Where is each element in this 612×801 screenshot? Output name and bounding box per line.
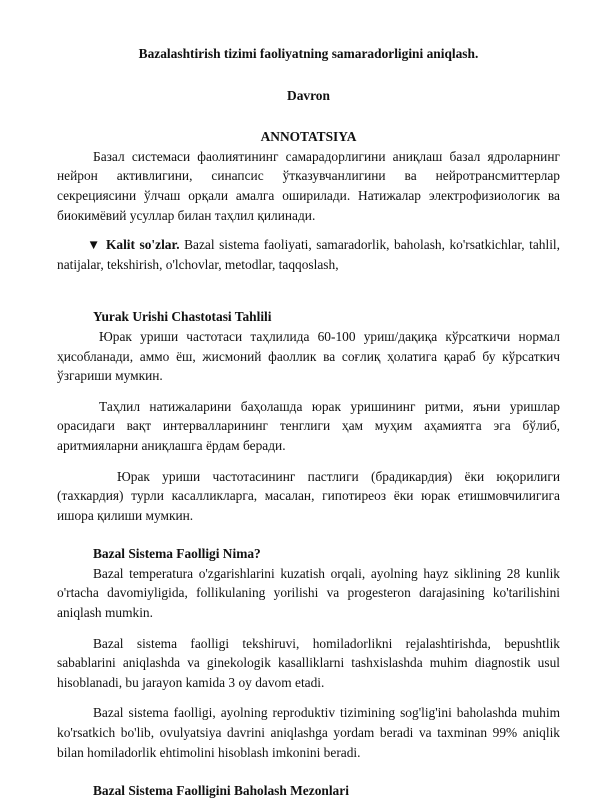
keywords-text: Bazal sistema faoliyati, samaradorlik, baholash, ko'rsatkichlar, tahlil, natijalar, tekshirish, o'lchovlar, metodlar, taqqoslash, — [57, 237, 560, 272]
section-heading: Bazal Sistema Faolligini Baholash Mezonlari — [93, 783, 349, 799]
pin-icon: ▼ — [87, 237, 102, 253]
section-paragraph: Таҳлил натижаларини баҳолашда юрак уришининг ритми, яъни уришлар орасидаги вақт интервалларининг тенглиги ҳам муҳим аҳамиятга эга бўлиб, аритмияларни аниқлашга ёрдам беради. — [57, 398, 560, 453]
annotation-heading-label: ANNOTATSIYA — [260, 129, 357, 145]
section-heading: Bazal Sistema Faolligi Nima? — [93, 546, 261, 562]
section-paragraph: Bazal sistema faolligi tekshiruvi, homiladorlikni rejalashtirishda, bepushtlik sabablarini aniqlashda va ginekologik kasalliklarni tashxislashda muhim diagnostik usul hisoblanadi, bu jarayon kamida 3 oy davom etadi. — [57, 635, 560, 690]
annotation-heading — [57, 127, 560, 147]
section-paragraph: Юрак уриши частотасининг пастлиги (брадикардия) ёки юқорилиги (тахкардия) турли касалликларга, масалан, гипотиреоз ёки юрак етишмовчилигига ишора қилиши мумкин. — [57, 468, 560, 523]
keywords-label: Kalit so'zlar. — [105, 237, 180, 253]
section-heading: Yurak Urishi Chastotasi Tahlili — [93, 309, 272, 325]
keywords-paragraph — [57, 235, 560, 274]
section-paragraph: Bazal sistema faolligi, ayolning reproduktiv tizimining sog'lig'ini baholashda muhim ko'rsatkich bo'lib, ovulyatsiya davrini aniqlashga yordam beradi va taxminan 99% aniqlik bilan homiladorlik ehtimolini hisoblash imkonini beradi. — [57, 705, 560, 760]
section-paragraph: Bazal temperatura o'zgarishlarini kuzatish orqali, ayolning hayz siklining 28 kunlik o'rtacha davomiyligida, follikulaning yorilishi va progesteron darajasining ko'tarilishini aniqlash mumkin. — [57, 565, 560, 621]
annotation-text: Базал системаси фаолиятининг самарадорлигини аниқлаш базал ядроларнинг нейрон активлигини, синапсис ўтказувчанлигини ва нейротрансмиттерлар секрециясини ўлчаш орқали амалга оширилади. Натижалар электрофизиологик ва биокимёвий усуллар билан таҳлил қилинади. — [57, 148, 560, 223]
section-paragraph: Юрак уриши частотаси таҳлилида 60-100 уриш/дақиқа кўрсаткичи нормал ҳисобланади, аммо ёш, жисмоний фаоллик ва соғлиқ ҳолатига қараб бу кўрсаткич ўзгариши мумкин. — [57, 328, 560, 384]
author-name: Davron — [287, 87, 330, 103]
document-title: Bazalashtirish tizimi faoliyatning samaradorligini aniqlash. — [138, 46, 479, 61]
